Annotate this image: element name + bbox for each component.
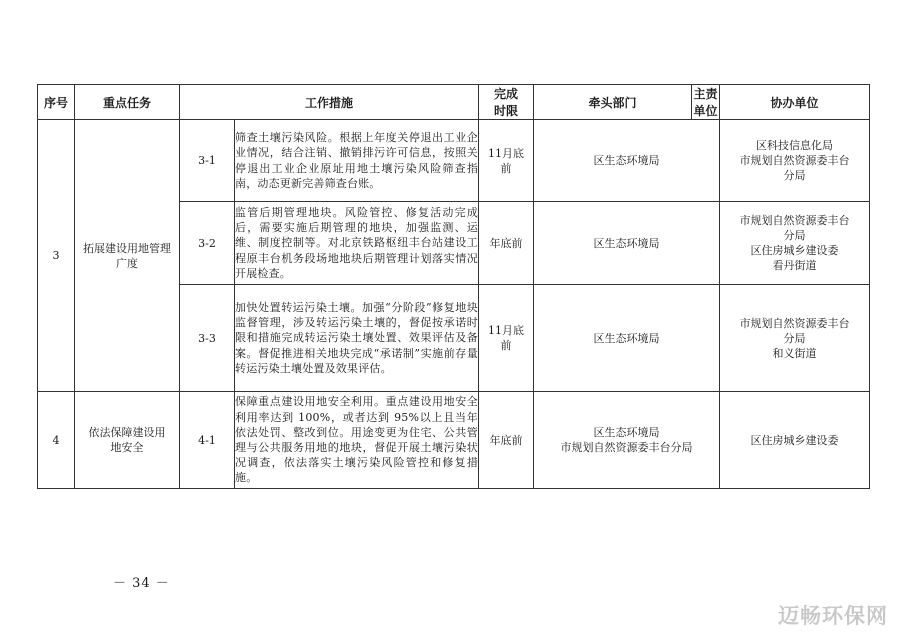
lead-dept-line: 区生态环境局 bbox=[593, 154, 660, 167]
group-seq: 3 bbox=[38, 120, 75, 392]
group-task bbox=[75, 392, 180, 489]
assist-line: 市规划自然资源委丰台 bbox=[739, 214, 850, 227]
table-body bbox=[38, 120, 870, 489]
assist-line: 分局 bbox=[783, 169, 806, 182]
header-row bbox=[38, 85, 870, 120]
group-task-line: 广度 bbox=[116, 256, 138, 270]
measure-id: 4-1 bbox=[180, 392, 235, 489]
assist-line: 市规划自然资源委丰台 bbox=[739, 316, 850, 330]
deadline bbox=[479, 392, 534, 489]
measure-text: 监管后期管理地块。风险管控、修复活动完成后，需要实施后期管理的地块，加强监测、运维、制度控制等。对北京铁路枢纽丰台站建设工程原丰台机务段场地地块后期管理计划落实情况开展检查。 bbox=[235, 202, 479, 285]
deadline-line: 前 bbox=[500, 339, 512, 352]
lead-dept-line: 区生态环境局 bbox=[593, 426, 660, 439]
assist-line: 区住房城乡建设委 bbox=[750, 244, 839, 257]
task-table bbox=[37, 84, 870, 489]
group-task-line: 依法保障建设用 bbox=[88, 426, 166, 439]
assist-line: 分局 bbox=[783, 331, 806, 345]
header-deadline-line-2: 时限 bbox=[494, 104, 519, 118]
lead-dept-line: 区生态环境局 bbox=[593, 331, 660, 345]
measure-text: 筛查土壤污染风险。根据上年度关停退出工业企业情况，结合注销、撤销排污许可信息，按照关停退出工业企业原址用地土壤污染风险筛查指南，动态更新完善筛查台账。 bbox=[235, 120, 479, 202]
table-row bbox=[38, 392, 870, 489]
group-task-line: 地安全 bbox=[110, 441, 144, 454]
table-row bbox=[38, 120, 870, 202]
deadline-line: 年底前 bbox=[489, 433, 523, 447]
lead-dept bbox=[534, 392, 720, 489]
assist-units bbox=[720, 285, 870, 392]
header-lead: 牵头部门 bbox=[534, 85, 692, 120]
measure-id: 3-1 bbox=[180, 120, 235, 202]
header-deadline-line-1: 完成 bbox=[494, 87, 519, 101]
lead-dept bbox=[534, 202, 720, 285]
deadline-line: 11月底 bbox=[488, 146, 525, 160]
lead-dept-line: 区生态环境局 bbox=[593, 236, 660, 250]
measure-text: 保障重点建设用地安全利用。重点建设用地安全利用率达到 100%，或者达到 95%以上且当年依法处罚、整改到位。用途变更为住宅、公共管理与公共服务用地的地块，督促开展土壤污染状况调查，依法落实土壤污染风险管控和修复措施。 bbox=[235, 392, 479, 489]
measure-id: 3-2 bbox=[180, 202, 235, 285]
group-task-line: 拓展建设用地管理 bbox=[83, 241, 171, 255]
header-seq: 序号 bbox=[38, 85, 75, 120]
group-seq: 4 bbox=[38, 392, 75, 489]
deadline-line: 前 bbox=[500, 161, 512, 175]
measure-text: 加快处置转运污染土壤。加强“分阶段”修复地块监督管理，涉及转运污染土壤的，督促按承诺时限和措施完成转运污染土壤处置、效果评估及备案。督促推进相关地块完成“承诺制”实施前存量转运污染土壤处置及效果评估。 bbox=[235, 285, 479, 392]
assist-line: 区住房城乡建设委 bbox=[750, 433, 839, 447]
deadline bbox=[479, 285, 534, 392]
assist-units bbox=[720, 392, 870, 489]
assist-line: 看丹街道 bbox=[772, 259, 817, 272]
deadline bbox=[479, 202, 534, 285]
header-measures: 工作措施 bbox=[180, 85, 479, 120]
group-task bbox=[75, 120, 180, 392]
assist-line: 和义街道 bbox=[772, 346, 817, 360]
assist-units bbox=[720, 120, 870, 202]
header-assist: 协办单位 bbox=[720, 85, 870, 120]
measure-id: 3-3 bbox=[180, 285, 235, 392]
assist-line: 分局 bbox=[783, 229, 806, 242]
deadline-line: 年底前 bbox=[489, 236, 523, 250]
deadline-line: 11月底 bbox=[488, 324, 525, 337]
header-responsible: 主责单位 bbox=[692, 85, 720, 120]
header-task: 重点任务 bbox=[75, 85, 180, 120]
deadline bbox=[479, 120, 534, 202]
lead-dept bbox=[534, 120, 720, 202]
header-deadline bbox=[479, 85, 534, 120]
lead-dept-line: 市规划自然资源委丰台分局 bbox=[560, 441, 693, 454]
assist-line: 市规划自然资源委丰台 bbox=[739, 154, 850, 167]
page-number: － 34 － bbox=[113, 576, 170, 591]
lead-dept bbox=[534, 285, 720, 392]
watermark-logo: 迈畅环保网 bbox=[778, 604, 888, 628]
assist-line: 区科技信息化局 bbox=[756, 139, 834, 152]
assist-units bbox=[720, 202, 870, 285]
